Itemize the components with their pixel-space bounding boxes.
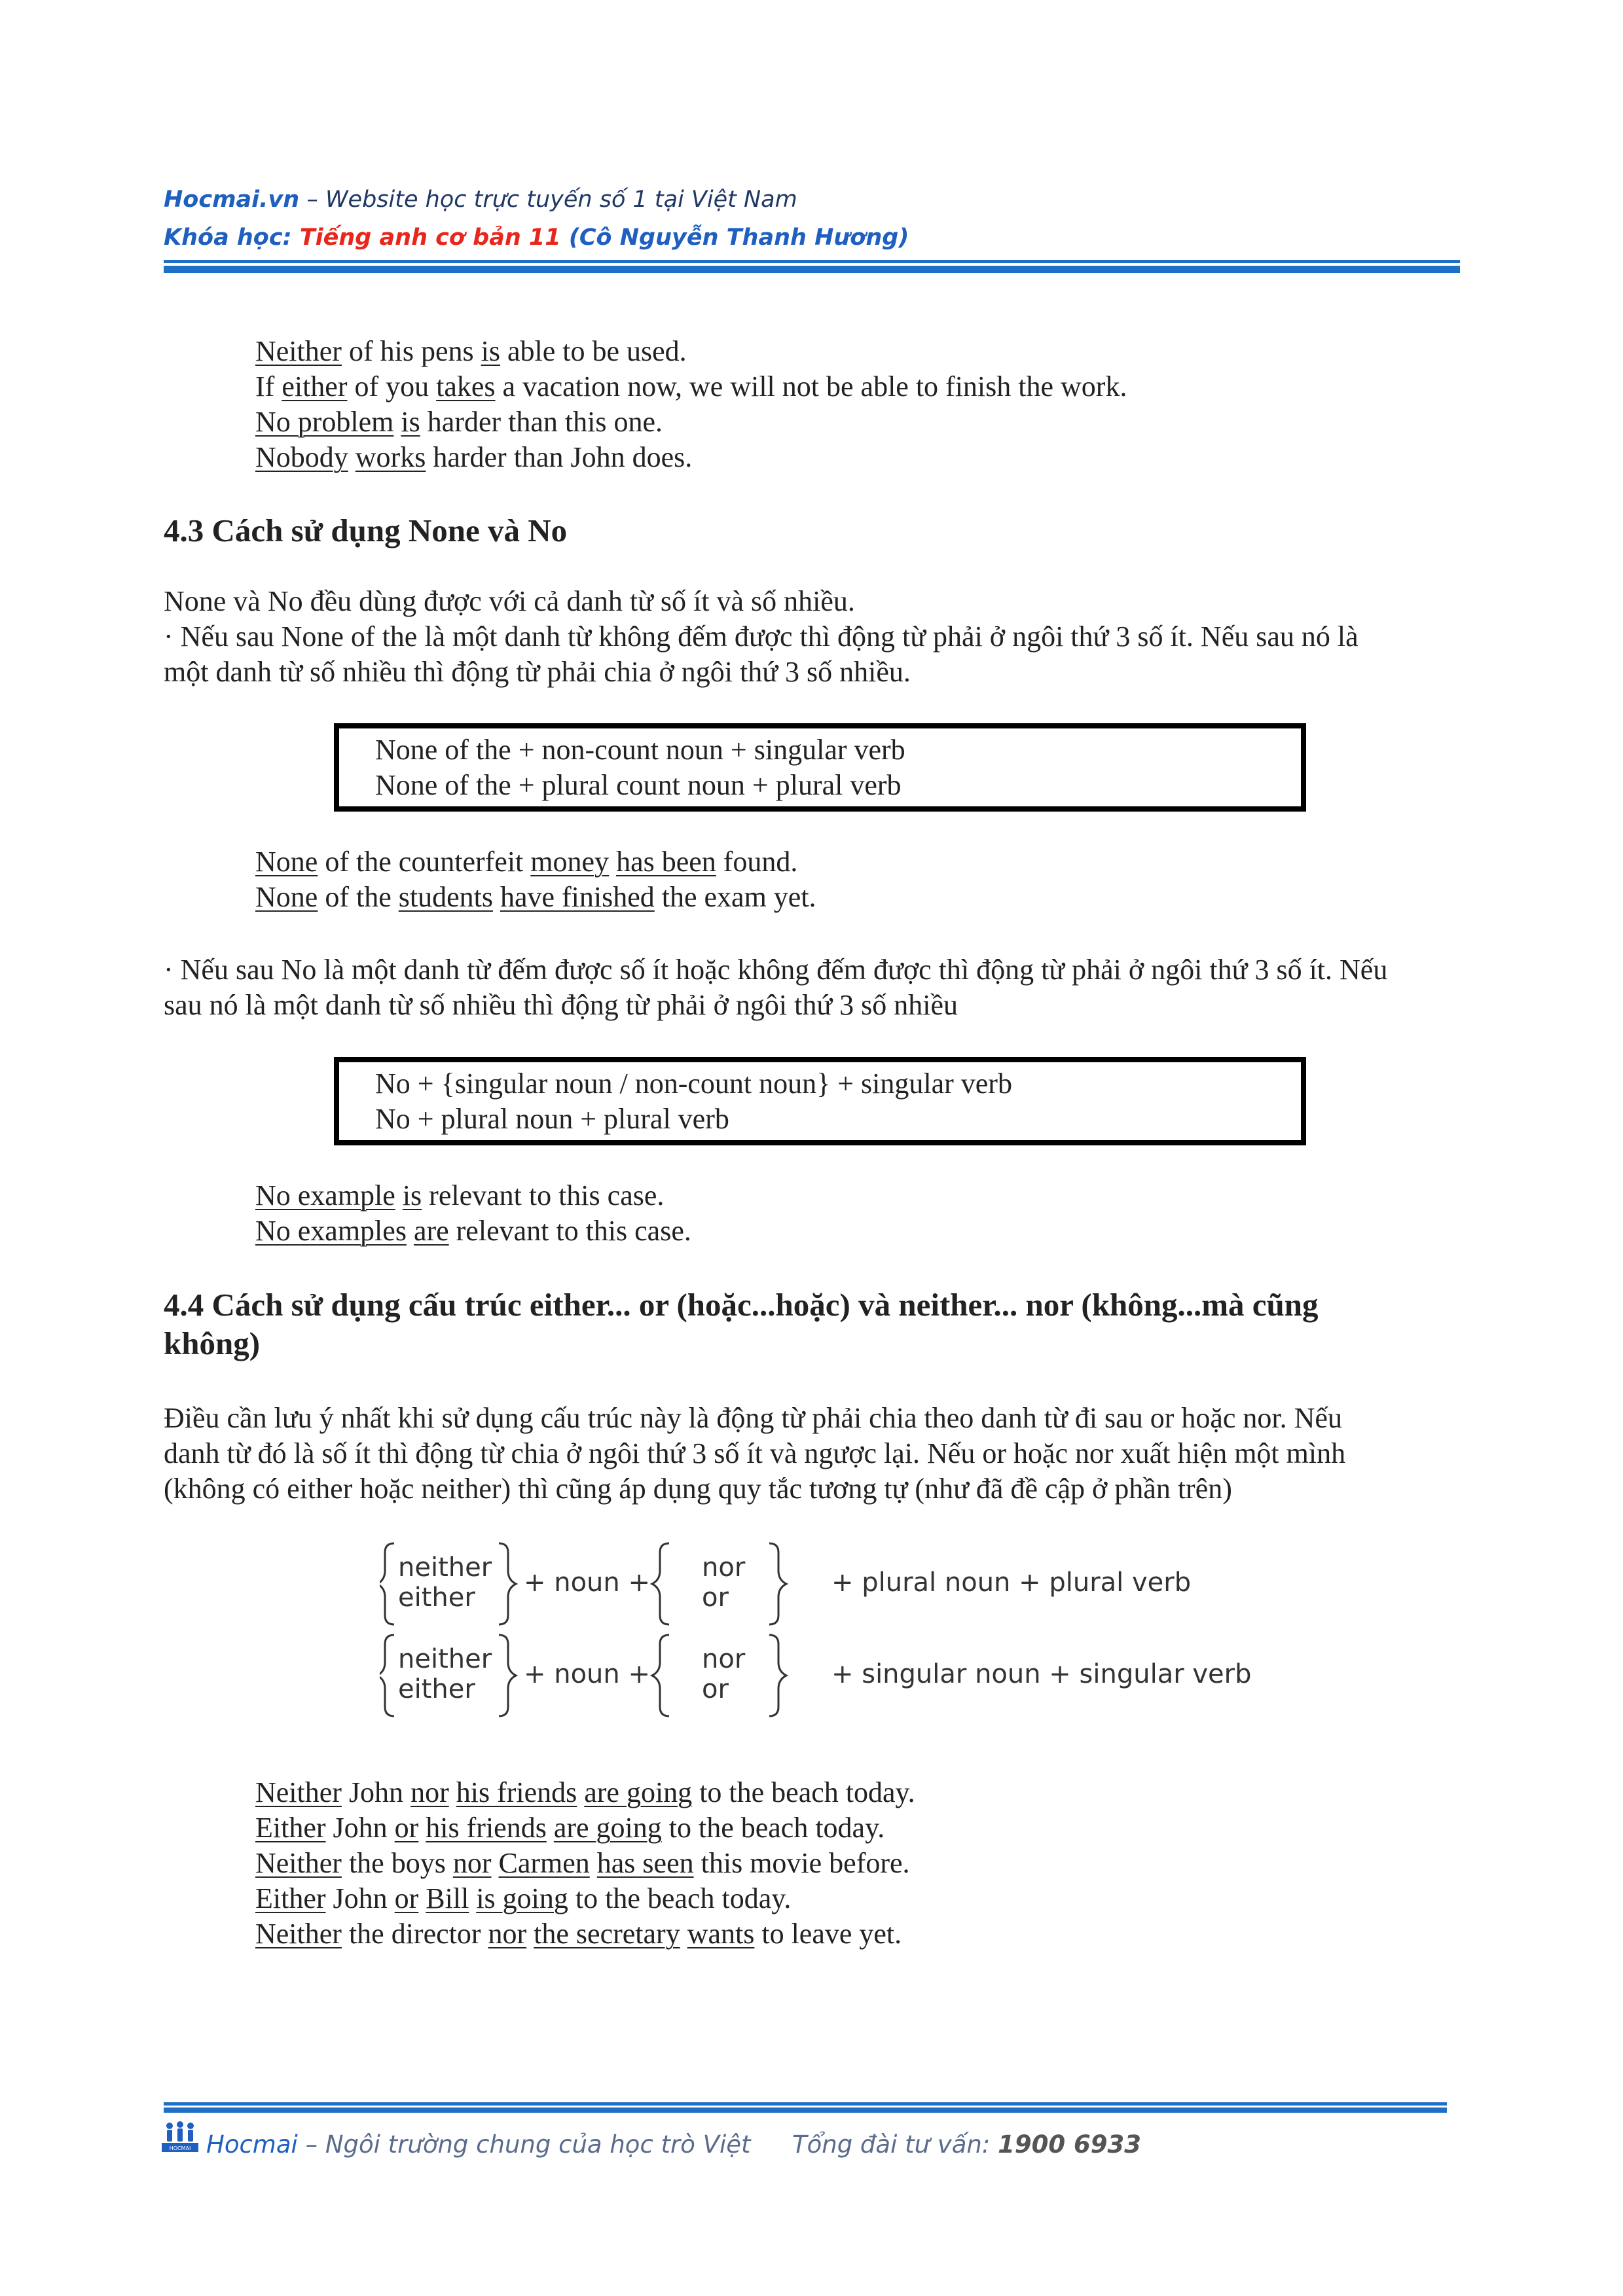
example-line: [255, 369, 1127, 404]
footer-rule-thick: [164, 2108, 1447, 2113]
underlined-term: Carmen: [498, 1847, 590, 1879]
example-line: [255, 1881, 915, 1916]
underlined-term: is going: [476, 1882, 568, 1914]
rule-box-none: [334, 723, 1306, 812]
underlined-term: Neither: [255, 1776, 342, 1808]
sentence-text: of the counterfeit: [318, 846, 531, 878]
sentence-text: to the beach today.: [692, 1776, 915, 1808]
sentence-text: a vacation now, we will not be able to finish the work.: [495, 370, 1127, 403]
paragraph-line: · Nếu sau No là một danh từ đếm được số ít hoặc không đếm được thì động từ phải ở ngôi thứ 3 số ít. Nếu: [164, 954, 1388, 986]
sentence-text: John: [325, 1812, 395, 1844]
sentence-text: of you: [347, 370, 437, 403]
section-43-paragraphs: [164, 584, 1359, 690]
hocmai-logo: [160, 2121, 200, 2153]
paragraph-line: một danh từ số nhiều thì động từ phải chia ở ngôi thứ 3 số nhiều.: [164, 656, 911, 688]
paragraph-line: sau nó là một danh từ số nhiều thì động từ phải ở ngôi thứ 3 số nhiều: [164, 989, 958, 1021]
underlined-term: students: [398, 881, 493, 913]
underlined-term: Neither: [255, 1918, 342, 1950]
sentence-text: If: [255, 370, 282, 403]
header-rule-thick: [164, 266, 1460, 273]
underlined-term: is: [402, 1179, 422, 1211]
sentence-text: the director: [341, 1918, 488, 1950]
sentence-text: [493, 881, 500, 913]
paragraph-line: (không có either hoặc neither) thì cũng áp dụng quy tắc tương tự (như đã đề cập ở phần trên): [164, 1473, 1232, 1505]
diagram-result-plural: + plural noun + plural verb: [831, 1568, 1192, 1598]
sentence-text: harder than John does.: [426, 441, 693, 473]
underlined-term: Bill: [426, 1882, 469, 1914]
diagram-either: either: [398, 1674, 475, 1704]
header-line-2: [164, 224, 909, 251]
sentence-text: [577, 1776, 584, 1808]
underlined-term: the secretary: [534, 1918, 680, 1950]
hotline-number[interactable]: 1900 6933: [998, 2130, 1141, 2159]
sentence-text: the boys: [341, 1847, 453, 1879]
underlined-term: None: [255, 881, 318, 913]
underlined-term: his friends: [456, 1776, 577, 1808]
either-neither-examples: [255, 1775, 915, 1952]
rule-line: No + plural noun + plural verb: [375, 1103, 729, 1135]
underlined-term: Nobody: [255, 441, 348, 473]
diagram-result-singular: + singular noun + singular verb: [831, 1659, 1252, 1689]
sentence-text: this movie before.: [693, 1847, 910, 1879]
example-line: [255, 1178, 691, 1213]
sentence-text: John: [325, 1882, 395, 1914]
underlined-term: his friends: [426, 1812, 547, 1844]
header-rule-thin: [164, 260, 1460, 263]
underlined-term: No problem: [255, 406, 394, 438]
sentence-text: relevant to this case.: [422, 1179, 665, 1211]
underlined-term: takes: [436, 370, 496, 403]
sentence-text: of the: [318, 881, 399, 913]
underlined-term: has seen: [596, 1847, 694, 1879]
underlined-term: None: [255, 846, 318, 878]
sentence-text: [590, 1847, 597, 1879]
underlined-term: or: [394, 1812, 419, 1844]
site-tagline: – Website học trực tuyến số 1 tại Việt Nam: [299, 187, 797, 213]
sentence-text: [393, 406, 401, 438]
sentence-text: [680, 1918, 687, 1950]
logo-text: HOCMAI: [169, 2145, 191, 2151]
diagram-neither: neither: [398, 1552, 492, 1583]
sentence-text: [418, 1812, 426, 1844]
underlined-term: Either: [255, 1812, 326, 1844]
underlined-term: or: [394, 1882, 419, 1914]
example-line: [255, 880, 816, 915]
sentence-text: [609, 846, 616, 878]
diagram-either: either: [398, 1583, 475, 1613]
sentence-text: relevant to this case.: [448, 1215, 691, 1247]
example-line: [255, 1775, 915, 1810]
underlined-term: works: [355, 441, 426, 473]
underlined-term: No examples: [255, 1215, 407, 1247]
section-heading-4-4: [164, 1286, 1319, 1362]
sentence-text: [418, 1882, 426, 1914]
underlined-term: are going: [584, 1776, 693, 1808]
diagram-or: or: [702, 1674, 729, 1704]
diagram-nor: nor: [702, 1644, 746, 1674]
example-line: [255, 844, 816, 880]
diagram-nor: nor: [702, 1552, 746, 1583]
diagram-noun: + noun +: [524, 1568, 650, 1598]
underlined-term: Either: [255, 1882, 326, 1914]
section-heading-4-3: 4.3 Cách sử dụng None và No: [164, 512, 568, 548]
hotline-label: Tổng đài tư vấn:: [792, 2130, 998, 2159]
underlined-term: either: [282, 370, 348, 403]
no-examples: [255, 1178, 691, 1249]
footer-slogan-text: – Ngôi trường chung của học trò Việt: [297, 2130, 751, 2159]
paragraph-line: None và No đều dùng được với cả danh từ số ít và số nhiều.: [164, 585, 855, 617]
sentence-text: [407, 1215, 414, 1247]
site-name[interactable]: Hocmai.vn: [164, 187, 300, 213]
rule-line: No + {singular noun / non-count noun} + singular verb: [375, 1067, 1012, 1100]
sentence-text: to leave yet.: [754, 1918, 902, 1950]
sentence-text: to the beach today.: [661, 1812, 885, 1844]
sentence-text: [547, 1812, 554, 1844]
underlined-term: has been: [616, 846, 716, 878]
underlined-term: nor: [410, 1776, 449, 1808]
diagram-or: or: [702, 1583, 729, 1613]
section-43-paragraph-no: [164, 952, 1387, 1023]
paragraph-line: danh từ đó là số ít thì động từ chia ở ngôi thứ 3 số ít và ngược lại. Nếu or hoặc nor xuất hiện một mình: [164, 1437, 1346, 1469]
header-line-1: [164, 187, 797, 213]
underlined-term: have finished: [500, 881, 655, 913]
either-neither-diagram: [380, 1538, 1296, 1734]
example-line: [255, 1810, 915, 1846]
example-line: [255, 334, 1127, 369]
underlined-term: wants: [687, 1918, 755, 1950]
sentence-text: [348, 441, 356, 473]
rule-line: None of the + non-count noun + singular verb: [375, 734, 905, 766]
underlined-term: Neither: [255, 1847, 342, 1879]
rule-box-no: [334, 1057, 1306, 1145]
sentence-text: [395, 1179, 403, 1211]
footer-hotline: [792, 2130, 1141, 2159]
underlined-term: money: [530, 846, 610, 878]
underlined-term: Neither: [255, 335, 342, 367]
none-examples: [255, 844, 816, 915]
sentence-text: the exam yet.: [654, 881, 816, 913]
sentence-text: [526, 1918, 534, 1950]
example-line: [255, 1213, 691, 1249]
paragraph-line: Điều cần lưu ý nhất khi sử dụng cấu trúc này là động từ phải chia theo danh từ đi sau or hoặc nor. Nếu: [164, 1402, 1342, 1434]
underlined-term: nor: [488, 1918, 527, 1950]
footer-brand[interactable]: Hocmai: [206, 2130, 298, 2159]
underlined-term: is: [481, 335, 500, 367]
sentence-text: John: [341, 1776, 411, 1808]
diagram-noun: + noun +: [524, 1659, 650, 1689]
heading-line: 4.4 Cách sử dụng cấu trúc either... or (hoặc...hoặc) và neither... nor (không...mà cũng: [164, 1287, 1319, 1323]
course-name: Tiếng anh cơ bản 11: [299, 224, 561, 251]
sentence-text: [469, 1882, 476, 1914]
course-teacher: (Cô Nguyễn Thanh Hương): [560, 224, 909, 251]
intro-examples: [255, 334, 1127, 475]
sentence-text: able to be used.: [500, 335, 687, 367]
example-line: [255, 440, 1127, 475]
underlined-term: are going: [553, 1812, 662, 1844]
sentence-text: of his pens: [341, 335, 481, 367]
sentence-text: [449, 1776, 456, 1808]
rule-line: None of the + plural count noun + plural verb: [375, 769, 902, 801]
sentence-text: harder than this one.: [420, 406, 663, 438]
example-line: [255, 1846, 915, 1881]
underlined-term: is: [401, 406, 420, 438]
sentence-text: to the beach today.: [568, 1882, 792, 1914]
sentence-text: [491, 1847, 498, 1879]
footer-slogan: [206, 2130, 751, 2159]
sentence-text: found.: [716, 846, 798, 878]
heading-line: không): [164, 1325, 261, 1361]
footer-rule-thin: [164, 2102, 1447, 2106]
course-label: Khóa học:: [164, 224, 300, 251]
underlined-term: are: [413, 1215, 449, 1247]
underlined-term: nor: [452, 1847, 492, 1879]
example-line: [255, 404, 1127, 440]
section-44-paragraph: [164, 1401, 1345, 1507]
underlined-term: No example: [255, 1179, 395, 1211]
example-line: [255, 1916, 915, 1952]
diagram-neither: neither: [398, 1644, 492, 1674]
paragraph-line: · Nếu sau None of the là một danh từ không đếm được thì động từ phải ở ngôi thứ 3 số ít. Nếu sau nó là: [164, 620, 1359, 653]
